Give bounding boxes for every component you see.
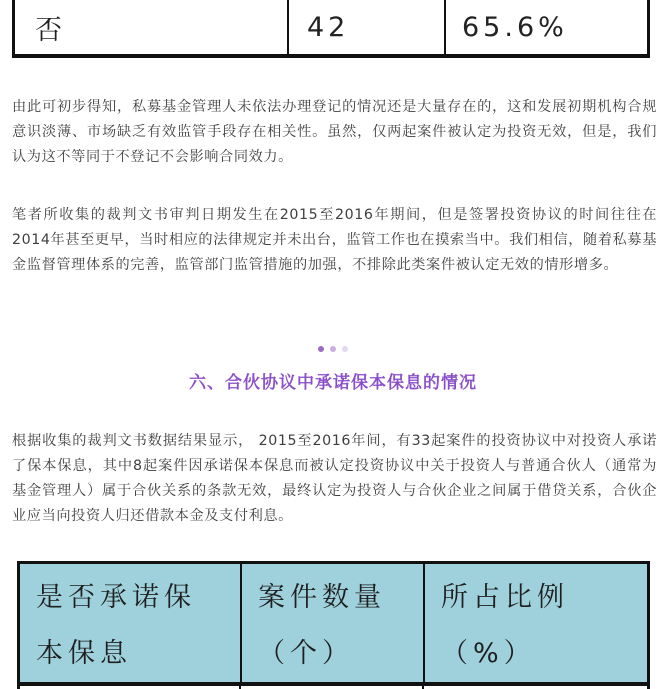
header-cell-case-count: 案件数量（个） <box>242 564 425 685</box>
header-cell-guarantee: 是否承诺保本保息 <box>20 564 242 685</box>
table-cell-count: 42 <box>289 0 446 54</box>
paragraph-guarantee-findings: 根据收集的裁判文书数据结果显示， 2015至2016年间，有33起案件的投资协议中对投资人承诺了保本保息，其中8起案件因承诺保本保息而被认定投资协议中关于投资人与普通合伙人（通常为基金管理人）属于合伙关系的条款无效，最终认定为投资人与合伙企业之间属于借贷关系，合伙企业应当向投资人归还借款本金及支付利息。 <box>12 433 657 524</box>
table-border-col2 <box>422 682 424 689</box>
paragraph-regulation-outlook: 笔者所收集的裁判文书审判日期发生在2015至2016年期间，但是签署投资协议的时间往往在2014年甚至更早，当时相应的法律规定并未出台，监管工作也在摸索当中。我们相信，随着私募基金监督管理体系的完善，监管部门监管措施的加强，不排除此类案件被认定无效的情形增多。 <box>12 207 657 273</box>
table-border-right <box>647 682 649 689</box>
guarantee-table-header <box>17 561 650 689</box>
table-cell-ratio: 65.6% <box>462 11 568 43</box>
divider-dot-icon <box>342 346 348 352</box>
divider-dot-icon <box>330 346 336 352</box>
section-divider-dots <box>0 346 666 352</box>
table-cell-answer: 否 <box>15 0 289 54</box>
section-title: 六、合伙协议中承诺保本保息的情况 <box>189 373 477 393</box>
paragraph-registration-analysis: 由此可初步得知，私募基金管理人未依法办理登记的情况还是大量存在的，这和发展初期机构合规意识淡薄、市场缺乏有效监管手段存在相关性。虽然，仅两起案件被认定为投资无效，但是，我们认为这不等同于不登记不会影响合同效力。 <box>12 99 657 165</box>
header-cell-ratio: 所占比例（%） <box>441 582 569 669</box>
table-border-col1 <box>239 682 241 689</box>
table-border-left <box>17 682 19 689</box>
summary-table-last-row <box>12 0 650 58</box>
divider-dot-icon <box>318 346 324 352</box>
